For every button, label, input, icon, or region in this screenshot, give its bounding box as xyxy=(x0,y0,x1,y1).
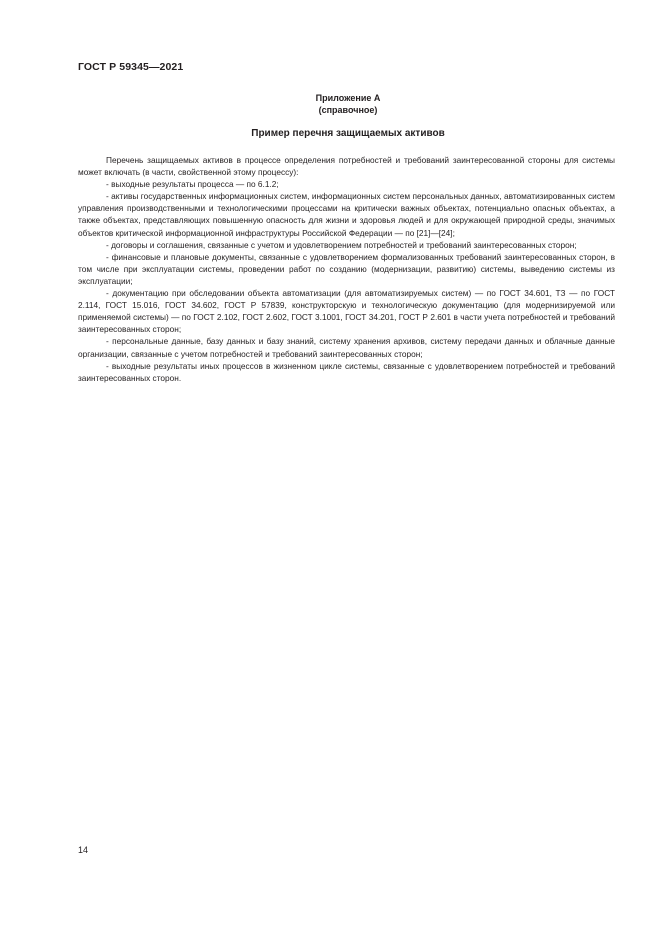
body-text xyxy=(78,154,615,384)
appendix-subtitle: (справочное) xyxy=(318,105,378,115)
appendix-heading xyxy=(78,92,618,116)
list-item: - финансовые и плановые документы, связанные с удовлетворением формализованных требований заинтересованных сторон, в том числе при эксплуатации системы, проведении работ по созданию (модернизации, развитию) системы, выведению системы из эксплуатации; xyxy=(78,251,615,286)
list-item: - выходные результаты процесса — по 6.1.2; xyxy=(106,179,279,190)
section-title: Пример перечня защищаемых активов xyxy=(251,128,445,139)
page-number: 14 xyxy=(78,845,89,855)
list-item: - персональные данные, базу данных и базу знаний, систему хранения архивов, систему передачи данных и облачные данные организации, связанные с учетом потребностей и требований заинтересованных сторон; xyxy=(78,336,615,359)
list-item: - документацию при обследовании объекта автоматизации (для автоматизируемых систем) — по ГОСТ 34.601, ТЗ — по ГОСТ 2.114, ГОСТ 15.016, ГОСТ 34.602, ГОСТ Р 57839, конструкторскую и технологическую документацию (для модернизируемой или применяемой системы) — по ГОСТ 2.102, ГОСТ 2.602, ГОСТ 3.1001, ГОСТ 34.201, ГОСТ Р 2.601 в части учета потребностей и требований заинтересованных сторон; xyxy=(78,288,615,335)
standard-header: ГОСТ Р 59345—2021 xyxy=(78,61,184,73)
list-item: - активы государственных информационных систем, информационных систем персональных данных, автоматизированных систем управления производственными и технологическими процессами на критически важных объектах, потенциально опасных объектах, а также объектах, представляющих повышенную опасность для жизни и здоровья людей и для окружающей природной среды, значимых объектов критической информационной инфраструктуры Российской Федерации — по [21]—[24]; xyxy=(78,191,615,238)
list-item: - договоры и соглашения, связанные с учетом и удовлетворением потребностей и требований заинтересованных сторон; xyxy=(106,239,577,250)
list-item: - выходные результаты иных процессов в жизненном цикле системы, связанные с удовлетворением потребностей и требований заинтересованных сторон. xyxy=(78,360,615,383)
intro-paragraph: Перечень защищаемых активов в процессе определения потребностей и требований заинтересованной стороны для системы может включать (в части, свойственной этому процессу): xyxy=(78,155,615,178)
appendix-title: Приложение А xyxy=(315,93,381,103)
